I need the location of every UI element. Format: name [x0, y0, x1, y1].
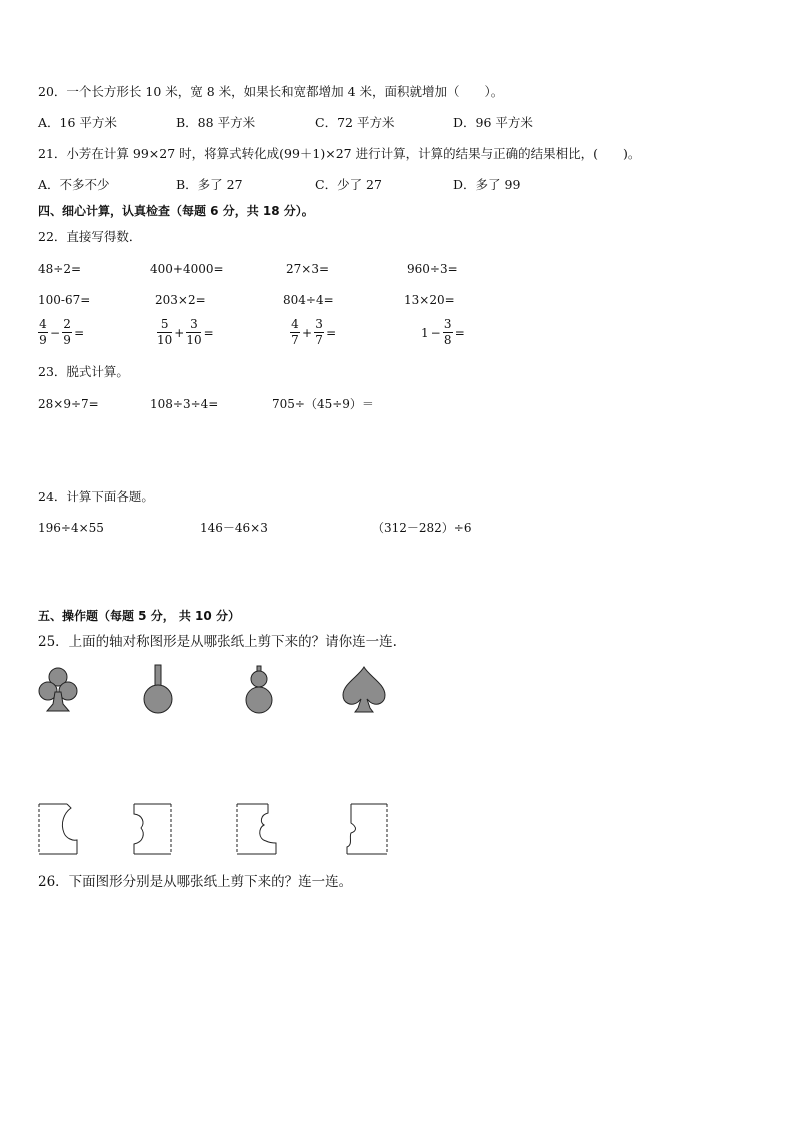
q20-stem: 20．一个长方形长 10 米，宽 8 米，如果长和宽都增加 4 米，面积就增加（ ）。 — [38, 84, 504, 99]
q24-item-3: （312－282）÷6 — [372, 521, 472, 535]
denominator: 9 — [39, 333, 47, 348]
paper-option-4-icon[interactable] — [345, 803, 389, 855]
denominator: 9 — [63, 333, 71, 348]
numerator: 2 — [63, 317, 71, 331]
numerator: 3 — [315, 317, 323, 331]
denominator: 10 — [186, 333, 202, 348]
equals-sign: = — [326, 325, 337, 340]
q22-r2-c3: 804÷4= — [283, 293, 334, 307]
denominator: 8 — [443, 333, 452, 348]
q21-option-a[interactable]: A．不多不少 — [38, 177, 110, 192]
q23-item-2: 108÷3÷4= — [150, 397, 219, 411]
operator: − — [50, 325, 61, 340]
operator: − — [430, 325, 441, 340]
q22-fraction-3 — [290, 318, 338, 347]
q22-r1-c3: 27×3= — [286, 262, 330, 276]
q22-fraction-4 — [421, 318, 467, 347]
q25-title: 25．上面的轴对称图形是从哪张纸上剪下来的？请你连一连. — [38, 634, 397, 650]
q22-fraction-1 — [38, 318, 86, 347]
paper-option-1-icon[interactable] — [38, 803, 78, 855]
numerator: 5 — [160, 317, 169, 331]
q22-r1-c2: 400+4000= — [150, 262, 224, 276]
numerator: 4 — [39, 317, 47, 331]
gourd-shape-icon[interactable] — [244, 665, 274, 715]
q23-item-3: 705÷（45÷9）＝ — [272, 397, 374, 411]
operator: + — [302, 325, 313, 340]
equals-sign: = — [454, 325, 465, 340]
denominator: 7 — [291, 333, 299, 348]
q22-r1-c1: 48÷2= — [38, 262, 82, 276]
q21-option-d[interactable]: D．多了 99 — [453, 177, 521, 192]
q22-r2-c2: 203×2= — [155, 293, 206, 307]
q26-title: 26．下面图形分别是从哪张纸上剪下来的？连一连。 — [38, 874, 353, 890]
whole-number: 1 — [421, 325, 429, 340]
q21-option-b[interactable]: B．多了 27 — [176, 177, 243, 192]
q22-r2-c1: 100-67= — [38, 293, 91, 307]
paper-option-2-icon[interactable] — [131, 803, 173, 855]
denominator: 7 — [315, 333, 323, 348]
q24-item-2: 146－46×3 — [200, 521, 268, 535]
q20-option-b[interactable]: B．88 平方米 — [176, 115, 256, 130]
q23-title: 23．脱式计算。 — [38, 364, 129, 379]
q21-option-c[interactable]: C．少了 27 — [315, 177, 382, 192]
bottle-shape-icon[interactable] — [141, 664, 175, 714]
equals-sign: = — [203, 325, 214, 340]
q20-option-c[interactable]: C．72 平方米 — [315, 115, 395, 130]
club-shape-icon[interactable] — [38, 666, 78, 714]
paper-option-3-icon[interactable] — [236, 803, 278, 855]
section-4-heading: 四、细心计算，认真检查（每题 6 分，共 18 分）。 — [38, 204, 314, 218]
q22-title: 22．直接写得数． — [38, 229, 142, 244]
q20-option-a[interactable]: A．16 平方米 — [38, 115, 117, 130]
q21-stem: 21．小芳在计算 99×27 时，将算式转化成(99＋1)×27 进行计算，计算的结果与正确的结果相比，( )。 — [38, 146, 641, 161]
spade-shape-icon[interactable] — [341, 666, 387, 714]
denominator: 10 — [157, 333, 173, 348]
q22-fraction-2 — [157, 318, 216, 347]
q22-r1-c4: 960÷3= — [407, 262, 458, 276]
q20-option-d[interactable]: D．96 平方米 — [453, 115, 533, 130]
q24-title: 24．计算下面各题。 — [38, 489, 154, 504]
numerator: 3 — [443, 317, 452, 331]
q23-item-1: 28×9÷7= — [38, 397, 99, 411]
numerator: 3 — [190, 317, 198, 331]
equals-sign: = — [74, 325, 85, 340]
q24-item-1: 196÷4×55 — [38, 521, 104, 535]
numerator: 4 — [291, 317, 299, 331]
section-5-heading: 五、操作题（每题 5 分， 共 10 分） — [38, 609, 240, 623]
operator: + — [174, 325, 185, 340]
q22-r2-c4: 13×20= — [404, 293, 455, 307]
